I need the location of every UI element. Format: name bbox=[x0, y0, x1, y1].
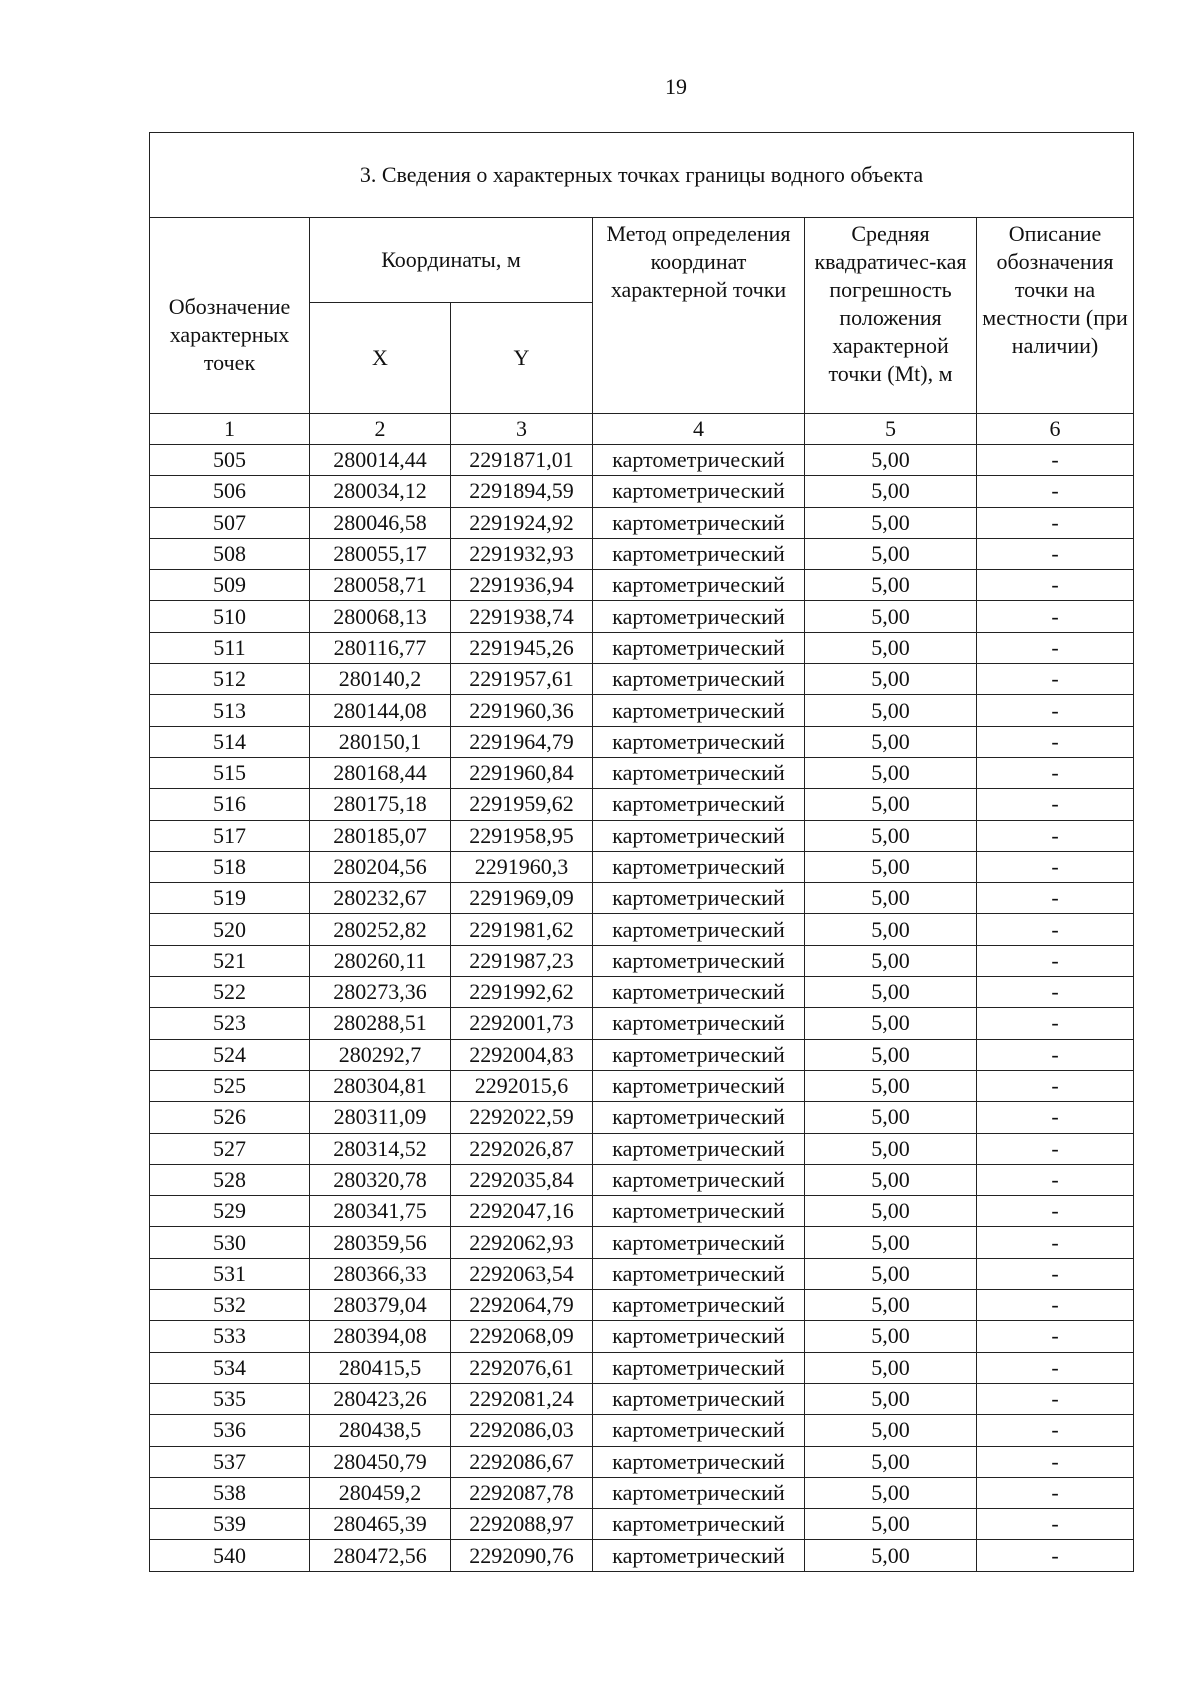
y-cell: 2292047,16 bbox=[451, 1196, 593, 1227]
method-cell: картометрический bbox=[593, 726, 805, 757]
table-row bbox=[150, 538, 1134, 569]
error-cell: 5,00 bbox=[805, 445, 977, 476]
error-cell: 5,00 bbox=[805, 851, 977, 882]
description-cell: - bbox=[977, 757, 1134, 788]
x-cell: 280423,26 bbox=[310, 1383, 451, 1414]
error-cell: 5,00 bbox=[805, 1383, 977, 1414]
point-id-cell: 534 bbox=[150, 1352, 310, 1383]
error-cell: 5,00 bbox=[805, 476, 977, 507]
table-row bbox=[150, 820, 1134, 851]
point-id-cell: 525 bbox=[150, 1070, 310, 1101]
x-cell: 280204,56 bbox=[310, 851, 451, 882]
method-cell: картометрический bbox=[593, 945, 805, 976]
header-method: Метод определения координат характерной точки bbox=[593, 218, 805, 414]
method-cell: картометрический bbox=[593, 1102, 805, 1133]
description-cell: - bbox=[977, 1477, 1134, 1508]
description-cell: - bbox=[977, 1540, 1134, 1571]
table-row bbox=[150, 445, 1134, 476]
description-cell: - bbox=[977, 445, 1134, 476]
table-row bbox=[150, 1383, 1134, 1414]
point-id-cell: 505 bbox=[150, 445, 310, 476]
table-row bbox=[150, 664, 1134, 695]
y-cell: 2291960,3 bbox=[451, 851, 593, 882]
error-cell: 5,00 bbox=[805, 601, 977, 632]
table-row bbox=[150, 1290, 1134, 1321]
x-cell: 280140,2 bbox=[310, 664, 451, 695]
boundary-points-table bbox=[149, 132, 1134, 1572]
point-id-cell: 513 bbox=[150, 695, 310, 726]
description-cell: - bbox=[977, 1008, 1134, 1039]
point-id-cell: 522 bbox=[150, 977, 310, 1008]
description-cell: - bbox=[977, 1352, 1134, 1383]
description-cell: - bbox=[977, 820, 1134, 851]
error-cell: 5,00 bbox=[805, 914, 977, 945]
point-id-cell: 507 bbox=[150, 507, 310, 538]
error-cell: 5,00 bbox=[805, 1540, 977, 1571]
point-id-cell: 535 bbox=[150, 1383, 310, 1414]
y-cell: 2291924,92 bbox=[451, 507, 593, 538]
point-id-cell: 536 bbox=[150, 1415, 310, 1446]
x-cell: 280311,09 bbox=[310, 1102, 451, 1133]
error-cell: 5,00 bbox=[805, 1102, 977, 1133]
error-cell: 5,00 bbox=[805, 1164, 977, 1195]
point-id-cell: 528 bbox=[150, 1164, 310, 1195]
y-cell: 2292001,73 bbox=[451, 1008, 593, 1039]
x-cell: 280415,5 bbox=[310, 1352, 451, 1383]
error-cell: 5,00 bbox=[805, 1352, 977, 1383]
description-cell: - bbox=[977, 851, 1134, 882]
description-cell: - bbox=[977, 507, 1134, 538]
point-id-cell: 540 bbox=[150, 1540, 310, 1571]
x-cell: 280304,81 bbox=[310, 1070, 451, 1101]
y-cell: 2291964,79 bbox=[451, 726, 593, 757]
method-cell: картометрический bbox=[593, 1290, 805, 1321]
error-cell: 5,00 bbox=[805, 1196, 977, 1227]
y-cell: 2292064,79 bbox=[451, 1290, 593, 1321]
x-cell: 280273,36 bbox=[310, 977, 451, 1008]
description-cell: - bbox=[977, 538, 1134, 569]
method-cell: картометрический bbox=[593, 1133, 805, 1164]
column-number: 3 bbox=[451, 414, 593, 445]
method-cell: картометрический bbox=[593, 820, 805, 851]
x-cell: 280034,12 bbox=[310, 476, 451, 507]
x-cell: 280232,67 bbox=[310, 883, 451, 914]
column-number: 2 bbox=[310, 414, 451, 445]
x-cell: 280288,51 bbox=[310, 1008, 451, 1039]
x-cell: 280341,75 bbox=[310, 1196, 451, 1227]
error-cell: 5,00 bbox=[805, 538, 977, 569]
method-cell: картометрический bbox=[593, 1321, 805, 1352]
error-cell: 5,00 bbox=[805, 1415, 977, 1446]
error-cell: 5,00 bbox=[805, 664, 977, 695]
table-row bbox=[150, 570, 1134, 601]
point-id-cell: 515 bbox=[150, 757, 310, 788]
table-row bbox=[150, 1477, 1134, 1508]
point-id-cell: 512 bbox=[150, 664, 310, 695]
point-id-cell: 516 bbox=[150, 789, 310, 820]
column-number: 1 bbox=[150, 414, 310, 445]
y-cell: 2292086,03 bbox=[451, 1415, 593, 1446]
table-row bbox=[150, 977, 1134, 1008]
point-id-cell: 533 bbox=[150, 1321, 310, 1352]
description-cell: - bbox=[977, 1290, 1134, 1321]
y-cell: 2291938,74 bbox=[451, 601, 593, 632]
column-number: 5 bbox=[805, 414, 977, 445]
y-cell: 2292063,54 bbox=[451, 1258, 593, 1289]
error-cell: 5,00 bbox=[805, 1446, 977, 1477]
table-row bbox=[150, 1133, 1134, 1164]
column-numbers-row bbox=[150, 414, 1134, 445]
description-cell: - bbox=[977, 1258, 1134, 1289]
table-row bbox=[150, 1070, 1134, 1101]
x-cell: 280379,04 bbox=[310, 1290, 451, 1321]
header-point: Обозначение характерных точек bbox=[150, 218, 310, 414]
error-cell: 5,00 bbox=[805, 1070, 977, 1101]
table-row bbox=[150, 601, 1134, 632]
method-cell: картометрический bbox=[593, 1258, 805, 1289]
x-cell: 280046,58 bbox=[310, 507, 451, 538]
method-cell: картометрический bbox=[593, 1008, 805, 1039]
description-cell: - bbox=[977, 1039, 1134, 1070]
method-cell: картометрический bbox=[593, 476, 805, 507]
method-cell: картометрический bbox=[593, 664, 805, 695]
method-cell: картометрический bbox=[593, 1509, 805, 1540]
point-id-cell: 527 bbox=[150, 1133, 310, 1164]
description-cell: - bbox=[977, 1321, 1134, 1352]
table-row bbox=[150, 507, 1134, 538]
error-cell: 5,00 bbox=[805, 632, 977, 663]
method-cell: картометрический bbox=[593, 1415, 805, 1446]
description-cell: - bbox=[977, 601, 1134, 632]
error-cell: 5,00 bbox=[805, 1133, 977, 1164]
y-cell: 2292087,78 bbox=[451, 1477, 593, 1508]
point-id-cell: 538 bbox=[150, 1477, 310, 1508]
header-error: Средняя квадратичес-кая погрешность положения характерной точки (Mt), м bbox=[805, 218, 977, 414]
x-cell: 280116,77 bbox=[310, 632, 451, 663]
method-cell: картометрический bbox=[593, 1227, 805, 1258]
point-id-cell: 539 bbox=[150, 1509, 310, 1540]
y-cell: 2292088,97 bbox=[451, 1509, 593, 1540]
y-cell: 2291932,93 bbox=[451, 538, 593, 569]
y-cell: 2291987,23 bbox=[451, 945, 593, 976]
method-cell: картометрический bbox=[593, 1477, 805, 1508]
description-cell: - bbox=[977, 977, 1134, 1008]
x-cell: 280314,52 bbox=[310, 1133, 451, 1164]
method-cell: картометрический bbox=[593, 570, 805, 601]
y-cell: 2292062,93 bbox=[451, 1227, 593, 1258]
y-cell: 2292022,59 bbox=[451, 1102, 593, 1133]
method-cell: картометрический bbox=[593, 601, 805, 632]
table-row bbox=[150, 883, 1134, 914]
x-cell: 280058,71 bbox=[310, 570, 451, 601]
table-row bbox=[150, 1258, 1134, 1289]
y-cell: 2292026,87 bbox=[451, 1133, 593, 1164]
error-cell: 5,00 bbox=[805, 1039, 977, 1070]
point-id-cell: 529 bbox=[150, 1196, 310, 1227]
x-cell: 280168,44 bbox=[310, 757, 451, 788]
x-cell: 280068,13 bbox=[310, 601, 451, 632]
error-cell: 5,00 bbox=[805, 820, 977, 851]
error-cell: 5,00 bbox=[805, 695, 977, 726]
y-cell: 2292086,67 bbox=[451, 1446, 593, 1477]
error-cell: 5,00 bbox=[805, 1290, 977, 1321]
x-cell: 280252,82 bbox=[310, 914, 451, 945]
error-cell: 5,00 bbox=[805, 883, 977, 914]
point-id-cell: 511 bbox=[150, 632, 310, 663]
y-cell: 2292081,24 bbox=[451, 1383, 593, 1414]
error-cell: 5,00 bbox=[805, 1477, 977, 1508]
header-x: X bbox=[310, 303, 451, 414]
table-row bbox=[150, 851, 1134, 882]
header-description: Описание обозначения точки на местности (при наличии) bbox=[977, 218, 1134, 414]
table-row bbox=[150, 1196, 1134, 1227]
x-cell: 280438,5 bbox=[310, 1415, 451, 1446]
error-cell: 5,00 bbox=[805, 977, 977, 1008]
method-cell: картометрический bbox=[593, 1446, 805, 1477]
x-cell: 280465,39 bbox=[310, 1509, 451, 1540]
y-cell: 2291957,61 bbox=[451, 664, 593, 695]
description-cell: - bbox=[977, 1102, 1134, 1133]
description-cell: - bbox=[977, 1415, 1134, 1446]
y-cell: 2292076,61 bbox=[451, 1352, 593, 1383]
point-id-cell: 532 bbox=[150, 1290, 310, 1321]
table-row bbox=[150, 1321, 1134, 1352]
method-cell: картометрический bbox=[593, 883, 805, 914]
x-cell: 280144,08 bbox=[310, 695, 451, 726]
y-cell: 2291959,62 bbox=[451, 789, 593, 820]
y-cell: 2292068,09 bbox=[451, 1321, 593, 1352]
point-id-cell: 530 bbox=[150, 1227, 310, 1258]
method-cell: картометрический bbox=[593, 445, 805, 476]
error-cell: 5,00 bbox=[805, 726, 977, 757]
method-cell: картометрический bbox=[593, 1540, 805, 1571]
x-cell: 280359,56 bbox=[310, 1227, 451, 1258]
description-cell: - bbox=[977, 726, 1134, 757]
table-row bbox=[150, 1446, 1134, 1477]
method-cell: картометрический bbox=[593, 507, 805, 538]
y-cell: 2291871,01 bbox=[451, 445, 593, 476]
x-cell: 280175,18 bbox=[310, 789, 451, 820]
x-cell: 280014,44 bbox=[310, 445, 451, 476]
method-cell: картометрический bbox=[593, 977, 805, 1008]
description-cell: - bbox=[977, 1196, 1134, 1227]
error-cell: 5,00 bbox=[805, 1321, 977, 1352]
column-number: 6 bbox=[977, 414, 1134, 445]
description-cell: - bbox=[977, 1446, 1134, 1477]
point-id-cell: 514 bbox=[150, 726, 310, 757]
description-cell: - bbox=[977, 914, 1134, 945]
table-row bbox=[150, 1540, 1134, 1571]
error-cell: 5,00 bbox=[805, 570, 977, 601]
x-cell: 280150,1 bbox=[310, 726, 451, 757]
y-cell: 2291958,95 bbox=[451, 820, 593, 851]
error-cell: 5,00 bbox=[805, 507, 977, 538]
table-row bbox=[150, 945, 1134, 976]
description-cell: - bbox=[977, 695, 1134, 726]
point-id-cell: 537 bbox=[150, 1446, 310, 1477]
error-cell: 5,00 bbox=[805, 1008, 977, 1039]
y-cell: 2292090,76 bbox=[451, 1540, 593, 1571]
method-cell: картометрический bbox=[593, 538, 805, 569]
description-cell: - bbox=[977, 1164, 1134, 1195]
table-row bbox=[150, 757, 1134, 788]
error-cell: 5,00 bbox=[805, 1509, 977, 1540]
y-cell: 2291960,36 bbox=[451, 695, 593, 726]
header-coordinates: Координаты, м bbox=[310, 218, 593, 303]
method-cell: картометрический bbox=[593, 1164, 805, 1195]
table-row bbox=[150, 632, 1134, 663]
error-cell: 5,00 bbox=[805, 1258, 977, 1289]
table-row bbox=[150, 789, 1134, 820]
point-id-cell: 517 bbox=[150, 820, 310, 851]
point-id-cell: 506 bbox=[150, 476, 310, 507]
point-id-cell: 526 bbox=[150, 1102, 310, 1133]
y-cell: 2291936,94 bbox=[451, 570, 593, 601]
point-id-cell: 518 bbox=[150, 851, 310, 882]
x-cell: 280394,08 bbox=[310, 1321, 451, 1352]
method-cell: картометрический bbox=[593, 757, 805, 788]
y-cell: 2291969,09 bbox=[451, 883, 593, 914]
description-cell: - bbox=[977, 789, 1134, 820]
point-id-cell: 531 bbox=[150, 1258, 310, 1289]
description-cell: - bbox=[977, 945, 1134, 976]
table-title: 3. Сведения о характерных точках границы водного объекта bbox=[150, 133, 1134, 218]
y-cell: 2292035,84 bbox=[451, 1164, 593, 1195]
table-row bbox=[150, 1008, 1134, 1039]
table-row bbox=[150, 1415, 1134, 1446]
method-cell: картометрический bbox=[593, 695, 805, 726]
description-cell: - bbox=[977, 476, 1134, 507]
description-cell: - bbox=[977, 1133, 1134, 1164]
description-cell: - bbox=[977, 1509, 1134, 1540]
header-y: Y bbox=[451, 303, 593, 414]
table-row bbox=[150, 1102, 1134, 1133]
table-row bbox=[150, 914, 1134, 945]
method-cell: картометрический bbox=[593, 851, 805, 882]
x-cell: 280366,33 bbox=[310, 1258, 451, 1289]
error-cell: 5,00 bbox=[805, 757, 977, 788]
point-id-cell: 519 bbox=[150, 883, 310, 914]
table-body bbox=[150, 445, 1134, 1572]
description-cell: - bbox=[977, 1070, 1134, 1101]
method-cell: картометрический bbox=[593, 632, 805, 663]
description-cell: - bbox=[977, 883, 1134, 914]
description-cell: - bbox=[977, 664, 1134, 695]
y-cell: 2291992,62 bbox=[451, 977, 593, 1008]
error-cell: 5,00 bbox=[805, 789, 977, 820]
table-row bbox=[150, 1352, 1134, 1383]
error-cell: 5,00 bbox=[805, 945, 977, 976]
description-cell: - bbox=[977, 1383, 1134, 1414]
description-cell: - bbox=[977, 1227, 1134, 1258]
x-cell: 280320,78 bbox=[310, 1164, 451, 1195]
y-cell: 2291981,62 bbox=[451, 914, 593, 945]
method-cell: картометрический bbox=[593, 1196, 805, 1227]
x-cell: 280292,7 bbox=[310, 1039, 451, 1070]
page-number: 19 bbox=[665, 74, 687, 99]
table-row bbox=[150, 1509, 1134, 1540]
description-cell: - bbox=[977, 632, 1134, 663]
point-id-cell: 523 bbox=[150, 1008, 310, 1039]
error-cell: 5,00 bbox=[805, 1227, 977, 1258]
table-row bbox=[150, 726, 1134, 757]
table-row bbox=[150, 695, 1134, 726]
x-cell: 280260,11 bbox=[310, 945, 451, 976]
point-id-cell: 524 bbox=[150, 1039, 310, 1070]
x-cell: 280459,2 bbox=[310, 1477, 451, 1508]
x-cell: 280472,56 bbox=[310, 1540, 451, 1571]
method-cell: картометрический bbox=[593, 1039, 805, 1070]
y-cell: 2292004,83 bbox=[451, 1039, 593, 1070]
method-cell: картометрический bbox=[593, 789, 805, 820]
column-number: 4 bbox=[593, 414, 805, 445]
method-cell: картометрический bbox=[593, 1352, 805, 1383]
x-cell: 280055,17 bbox=[310, 538, 451, 569]
point-id-cell: 520 bbox=[150, 914, 310, 945]
method-cell: картометрический bbox=[593, 1070, 805, 1101]
y-cell: 2292015,6 bbox=[451, 1070, 593, 1101]
table-row bbox=[150, 1164, 1134, 1195]
point-id-cell: 508 bbox=[150, 538, 310, 569]
point-id-cell: 510 bbox=[150, 601, 310, 632]
x-cell: 280185,07 bbox=[310, 820, 451, 851]
point-id-cell: 521 bbox=[150, 945, 310, 976]
method-cell: картометрический bbox=[593, 914, 805, 945]
x-cell: 280450,79 bbox=[310, 1446, 451, 1477]
table-row bbox=[150, 1039, 1134, 1070]
y-cell: 2291894,59 bbox=[451, 476, 593, 507]
y-cell: 2291960,84 bbox=[451, 757, 593, 788]
point-id-cell: 509 bbox=[150, 570, 310, 601]
description-cell: - bbox=[977, 570, 1134, 601]
method-cell: картометрический bbox=[593, 1383, 805, 1414]
table-row bbox=[150, 1227, 1134, 1258]
y-cell: 2291945,26 bbox=[451, 632, 593, 663]
table-row bbox=[150, 476, 1134, 507]
